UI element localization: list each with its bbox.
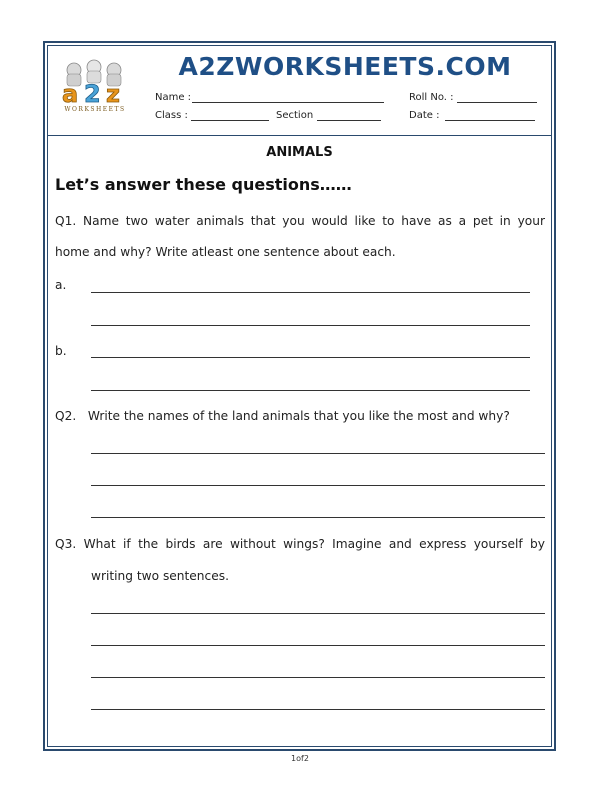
answer-line[interactable] [91, 485, 545, 486]
date-label: Date : [409, 110, 440, 121]
logo-caption: WORKSHEETS [64, 106, 126, 113]
name-field[interactable] [155, 92, 384, 103]
section-heading: Let’s answer these questions…… [55, 175, 352, 194]
answer-line[interactable] [91, 453, 545, 454]
page-number: 1of2 [291, 754, 309, 763]
class-line[interactable] [191, 110, 269, 121]
svg-text:2: 2 [84, 80, 101, 108]
svg-text:z: z [106, 80, 120, 108]
answer-line[interactable] [91, 292, 530, 293]
answer-line[interactable] [91, 357, 530, 358]
question-1-line-1: Q1. Name two water animals that you would like to have as a pet in your [55, 214, 545, 228]
section-field[interactable] [276, 110, 381, 121]
roll-number-field[interactable] [409, 92, 537, 103]
answer-line[interactable] [91, 709, 545, 710]
answer-line[interactable] [91, 613, 545, 614]
answer-line[interactable] [91, 325, 530, 326]
answer-line[interactable] [91, 645, 545, 646]
part-a-label: a. [55, 278, 67, 292]
question-3-line-2: writing two sentences. [91, 569, 229, 583]
question-1-line-2: home and why? Write atleast one sentence about each. [55, 245, 396, 259]
name-label: Name : [155, 92, 192, 103]
class-field[interactable] [155, 110, 269, 121]
question-2-text: Q2. Write the names of the land animals that you like the most and why? [55, 409, 510, 423]
class-label: Class : [155, 110, 188, 121]
header-divider [47, 135, 552, 136]
answer-line[interactable] [91, 517, 545, 518]
name-line[interactable] [192, 92, 384, 103]
roll-number-line[interactable] [457, 92, 537, 103]
date-line[interactable] [445, 110, 535, 121]
svg-text:a: a [62, 80, 79, 108]
roll-number-label: Roll No. : [409, 92, 454, 103]
worksheet-title: ANIMALS [266, 145, 333, 160]
answer-line[interactable] [91, 677, 545, 678]
question-3-line-1: Q3. What if the birds are without wings? Imagine and express yourself by [55, 537, 545, 551]
section-line[interactable] [317, 110, 381, 121]
site-title: A2ZWORKSHEETS.COM [178, 52, 512, 81]
date-field[interactable] [409, 110, 535, 121]
answer-line[interactable] [91, 390, 530, 391]
section-label: Section [276, 110, 314, 121]
part-b-label: b. [55, 344, 67, 358]
